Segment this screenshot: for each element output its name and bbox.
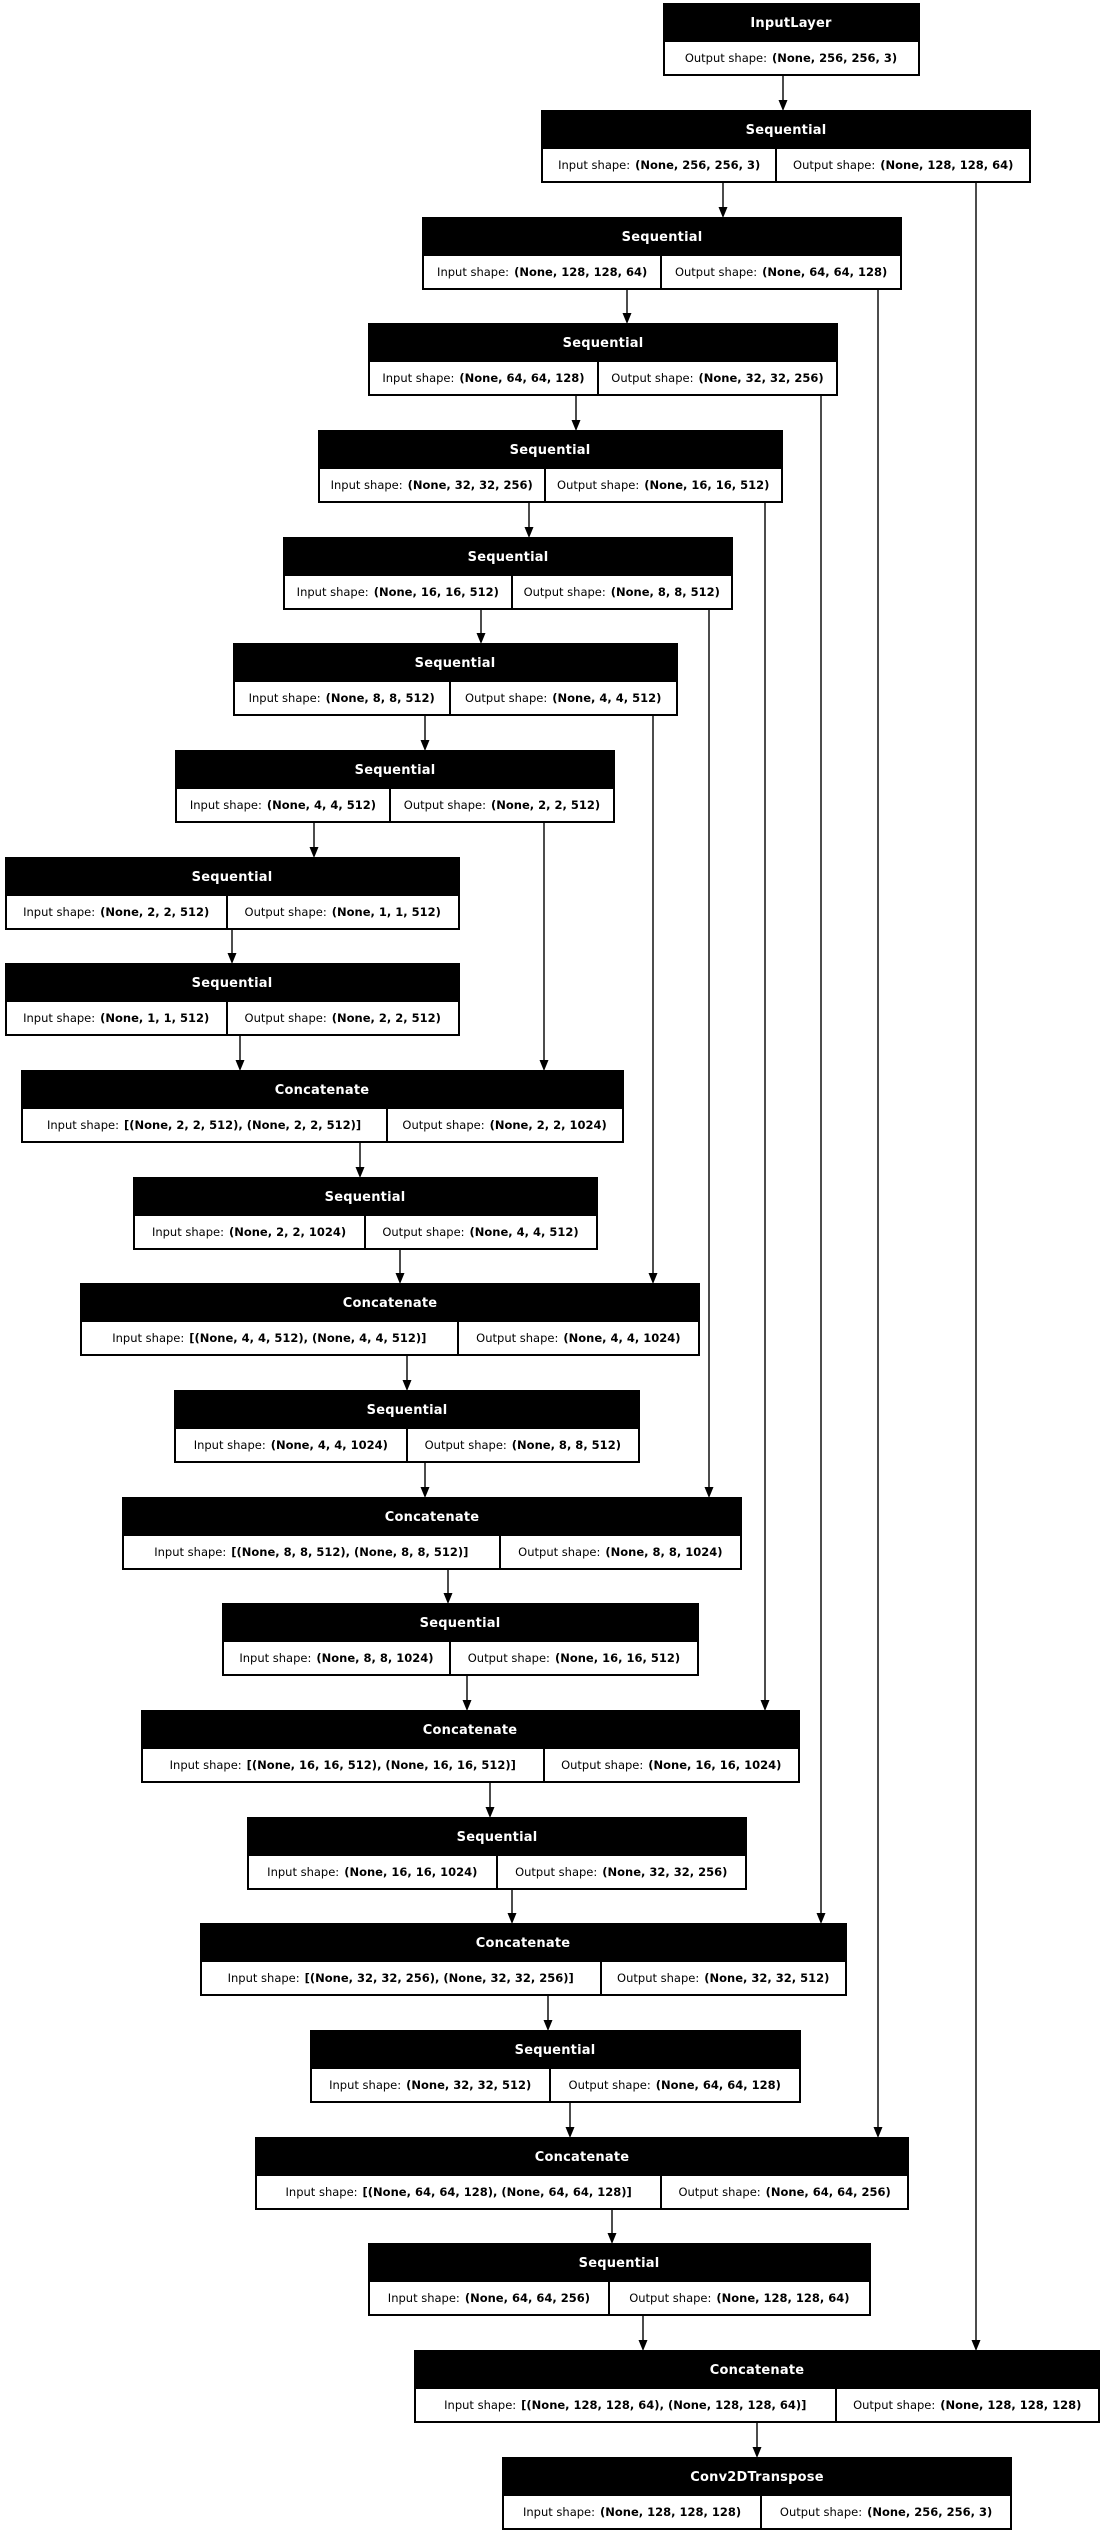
input-shape-value: [(None, 128, 128, 64), (None, 128, 128, 64)] bbox=[521, 2398, 807, 2412]
shape-cells bbox=[416, 2389, 1098, 2421]
input-shape-prefix: Input shape: bbox=[23, 905, 96, 919]
layer-node-sequential-21 bbox=[368, 2243, 871, 2316]
output-shape-prefix: Output shape: bbox=[402, 1118, 485, 1132]
output-shape-value: (None, 128, 128, 64) bbox=[880, 158, 1014, 172]
layer-node-concatenate-14 bbox=[122, 1497, 742, 1570]
output-shape-value: (None, 8, 8, 1024) bbox=[605, 1545, 723, 1559]
layer-node-sequential-6 bbox=[233, 643, 678, 716]
shape-cells bbox=[257, 2176, 907, 2208]
input-shape-cell bbox=[370, 362, 597, 394]
output-shape-cell bbox=[777, 149, 1029, 181]
shape-cells bbox=[23, 1109, 622, 1141]
input-shape-value: (None, 16, 16, 512) bbox=[373, 585, 499, 599]
shape-cells bbox=[543, 149, 1029, 181]
layer-type-label: Concatenate bbox=[82, 1285, 698, 1322]
input-shape-cell bbox=[224, 1642, 450, 1674]
output-shape-value: (None, 2, 2, 512) bbox=[331, 1011, 441, 1025]
input-shape-cell bbox=[370, 2282, 609, 2314]
layer-node-conv2dtranspose-23 bbox=[502, 2457, 1012, 2530]
output-shape-value: (None, 16, 16, 512) bbox=[644, 478, 770, 492]
output-shape-prefix: Output shape: bbox=[611, 371, 694, 385]
output-shape-prefix: Output shape: bbox=[617, 1971, 700, 1985]
input-shape-cell bbox=[424, 256, 660, 288]
layer-node-sequential-13 bbox=[174, 1390, 640, 1463]
input-shape-cell bbox=[543, 149, 775, 181]
input-shape-prefix: Input shape: bbox=[23, 1011, 96, 1025]
layer-type-label: Sequential bbox=[177, 752, 613, 789]
output-shape-value: (None, 1, 1, 512) bbox=[331, 905, 441, 919]
input-shape-value: (None, 4, 4, 512) bbox=[266, 798, 377, 812]
output-shape-prefix: Output shape: bbox=[476, 1331, 559, 1345]
layer-type-label: Sequential bbox=[370, 2245, 869, 2282]
layer-node-sequential-9 bbox=[5, 963, 460, 1036]
output-shape-value: (None, 32, 32, 256) bbox=[698, 371, 824, 385]
shape-cells bbox=[7, 896, 458, 928]
output-shape-prefix: Output shape: bbox=[424, 1438, 507, 1452]
shape-cells bbox=[320, 469, 781, 501]
shape-cells bbox=[504, 2496, 1010, 2528]
shape-cells bbox=[370, 362, 836, 394]
input-shape-cell bbox=[320, 469, 544, 501]
shape-cells bbox=[424, 256, 900, 288]
shape-cells bbox=[82, 1322, 698, 1354]
shape-cells bbox=[143, 1749, 798, 1781]
input-shape-value: [(None, 64, 64, 128), (None, 64, 64, 128)] bbox=[362, 2185, 632, 2199]
output-shape-value: (None, 4, 4, 512) bbox=[552, 691, 662, 705]
input-shape-prefix: Input shape: bbox=[154, 1545, 227, 1559]
input-shape-value: (None, 1, 1, 512) bbox=[100, 1011, 210, 1025]
output-shape-value: (None, 2, 2, 1024) bbox=[489, 1118, 607, 1132]
input-shape-prefix: Input shape: bbox=[558, 158, 631, 172]
output-shape-cell bbox=[837, 2389, 1098, 2421]
output-shape-prefix: Output shape: bbox=[515, 1865, 598, 1879]
input-shape-value: [(None, 16, 16, 512), (None, 16, 16, 512)] bbox=[246, 1758, 516, 1772]
layer-node-sequential-19 bbox=[310, 2030, 801, 2103]
layer-node-concatenate-10 bbox=[21, 1070, 624, 1143]
output-shape-cell bbox=[451, 682, 676, 714]
output-shape-prefix: Output shape: bbox=[518, 1545, 601, 1559]
input-shape-prefix: Input shape: bbox=[151, 1225, 224, 1239]
output-shape-prefix: Output shape: bbox=[793, 158, 876, 172]
input-shape-cell bbox=[23, 1109, 386, 1141]
input-shape-cell bbox=[82, 1322, 457, 1354]
input-shape-cell bbox=[176, 1429, 406, 1461]
input-shape-prefix: Input shape: bbox=[189, 798, 262, 812]
shape-cells bbox=[224, 1642, 697, 1674]
input-shape-cell bbox=[177, 789, 389, 821]
input-shape-cell bbox=[257, 2176, 660, 2208]
output-shape-cell bbox=[451, 1642, 696, 1674]
output-shape-value: (None, 16, 16, 512) bbox=[554, 1651, 681, 1665]
shape-cells bbox=[665, 42, 918, 74]
output-shape-value: (None, 16, 16, 1024) bbox=[648, 1758, 782, 1772]
layer-node-concatenate-18 bbox=[200, 1923, 847, 1996]
input-shape-value: (None, 2, 2, 1024) bbox=[228, 1225, 347, 1239]
output-shape-value: (None, 256, 256, 3) bbox=[772, 51, 898, 65]
shape-cells bbox=[124, 1536, 740, 1568]
shape-cells bbox=[312, 2069, 799, 2101]
output-shape-prefix: Output shape: bbox=[684, 51, 768, 65]
output-shape-prefix: Output shape: bbox=[853, 2398, 936, 2412]
input-shape-value: [(None, 2, 2, 512), (None, 2, 2, 512)] bbox=[123, 1118, 362, 1132]
layer-node-sequential-11 bbox=[133, 1177, 598, 1250]
input-shape-prefix: Input shape: bbox=[437, 265, 510, 279]
shape-cells bbox=[202, 1962, 845, 1994]
output-shape-cell bbox=[498, 1856, 745, 1888]
output-shape-cell bbox=[599, 362, 836, 394]
input-shape-value: (None, 4, 4, 1024) bbox=[270, 1438, 388, 1452]
input-shape-prefix: Input shape: bbox=[169, 1758, 242, 1772]
input-shape-prefix: Input shape: bbox=[444, 2398, 517, 2412]
layer-type-label: Sequential bbox=[235, 645, 676, 682]
input-shape-value: (None, 8, 8, 1024) bbox=[316, 1651, 434, 1665]
input-shape-prefix: Input shape: bbox=[193, 1438, 266, 1452]
output-shape-value: (None, 128, 128, 64) bbox=[716, 2291, 850, 2305]
output-shape-value: (None, 32, 32, 256) bbox=[602, 1865, 728, 1879]
input-shape-prefix: Input shape: bbox=[267, 1865, 340, 1879]
input-shape-value: (None, 256, 256, 3) bbox=[635, 158, 761, 172]
layer-type-label: Sequential bbox=[176, 1392, 638, 1429]
shape-cells bbox=[7, 1002, 458, 1034]
output-shape-value: (None, 8, 8, 512) bbox=[511, 1438, 621, 1452]
layer-type-label: Concatenate bbox=[416, 2352, 1098, 2389]
input-shape-prefix: Input shape: bbox=[46, 1118, 119, 1132]
layer-type-label: Sequential bbox=[370, 325, 836, 362]
layer-type-label: Concatenate bbox=[124, 1499, 740, 1536]
input-shape-value: (None, 16, 16, 1024) bbox=[344, 1865, 478, 1879]
output-shape-cell bbox=[391, 789, 613, 821]
output-shape-prefix: Output shape: bbox=[403, 798, 486, 812]
output-shape-cell bbox=[228, 1002, 458, 1034]
layer-node-concatenate-12 bbox=[80, 1283, 700, 1356]
layer-node-sequential-3 bbox=[368, 323, 838, 396]
layer-type-label: Sequential bbox=[135, 1179, 596, 1216]
output-shape-cell bbox=[513, 576, 731, 608]
output-shape-value: (None, 32, 32, 512) bbox=[704, 1971, 830, 1985]
input-shape-cell bbox=[7, 1002, 226, 1034]
input-shape-cell bbox=[235, 682, 449, 714]
shape-cells bbox=[249, 1856, 745, 1888]
input-shape-value: [(None, 4, 4, 512), (None, 4, 4, 512)] bbox=[189, 1331, 427, 1345]
input-shape-cell bbox=[124, 1536, 499, 1568]
input-shape-prefix: Input shape: bbox=[296, 585, 369, 599]
layer-node-sequential-8 bbox=[5, 857, 460, 930]
layer-node-sequential-15 bbox=[222, 1603, 699, 1676]
output-shape-cell bbox=[662, 2176, 907, 2208]
output-shape-cell bbox=[551, 2069, 799, 2101]
input-shape-cell bbox=[7, 896, 226, 928]
input-shape-prefix: Input shape: bbox=[387, 2291, 460, 2305]
layer-type-label: Concatenate bbox=[23, 1072, 622, 1109]
output-shape-cell bbox=[546, 469, 781, 501]
output-shape-value: (None, 2, 2, 512) bbox=[490, 798, 601, 812]
shape-cells bbox=[177, 789, 613, 821]
layer-type-label: Sequential bbox=[285, 539, 731, 576]
output-shape-prefix: Output shape: bbox=[561, 1758, 644, 1772]
input-shape-value: (None, 128, 128, 128) bbox=[600, 2505, 742, 2519]
layer-type-label: Sequential bbox=[224, 1605, 697, 1642]
layer-type-label: Sequential bbox=[312, 2032, 799, 2069]
input-shape-value: (None, 32, 32, 256) bbox=[407, 478, 533, 492]
output-shape-prefix: Output shape: bbox=[382, 1225, 465, 1239]
input-shape-cell bbox=[143, 1749, 544, 1781]
input-shape-cell bbox=[202, 1962, 600, 1994]
output-shape-cell bbox=[366, 1216, 596, 1248]
output-shape-cell bbox=[388, 1109, 622, 1141]
layer-node-sequential-2 bbox=[422, 217, 902, 290]
output-shape-cell bbox=[762, 2496, 1010, 2528]
layer-type-label: Concatenate bbox=[143, 1712, 798, 1749]
input-shape-prefix: Input shape: bbox=[329, 2078, 402, 2092]
input-shape-prefix: Input shape: bbox=[112, 1331, 185, 1345]
input-shape-value: (None, 128, 128, 64) bbox=[514, 265, 648, 279]
output-shape-prefix: Output shape: bbox=[629, 2291, 712, 2305]
layer-type-label: Sequential bbox=[7, 965, 458, 1002]
input-shape-prefix: Input shape: bbox=[330, 478, 403, 492]
layer-type-label: Sequential bbox=[320, 432, 781, 469]
output-shape-value: (None, 128, 128, 128) bbox=[940, 2398, 1082, 2412]
input-shape-prefix: Input shape: bbox=[285, 2185, 358, 2199]
output-shape-cell bbox=[459, 1322, 698, 1354]
input-shape-value: [(None, 32, 32, 256), (None, 32, 32, 256)] bbox=[304, 1971, 574, 1985]
input-shape-value: (None, 64, 64, 256) bbox=[464, 2291, 590, 2305]
output-shape-prefix: Output shape: bbox=[674, 265, 758, 279]
layer-type-label: Sequential bbox=[543, 112, 1029, 149]
shape-cells bbox=[176, 1429, 638, 1461]
output-shape-cell bbox=[408, 1429, 638, 1461]
input-shape-value: [(None, 8, 8, 512), (None, 8, 8, 512)] bbox=[231, 1545, 469, 1559]
layer-type-label: Sequential bbox=[7, 859, 458, 896]
output-shape-value: (None, 64, 64, 128) bbox=[655, 2078, 781, 2092]
output-shape-cell bbox=[228, 896, 458, 928]
input-shape-cell bbox=[285, 576, 511, 608]
layer-type-label: Concatenate bbox=[257, 2139, 907, 2176]
output-shape-prefix: Output shape: bbox=[523, 585, 606, 599]
input-shape-value: (None, 2, 2, 512) bbox=[100, 905, 210, 919]
input-shape-prefix: Input shape: bbox=[248, 691, 321, 705]
input-shape-cell bbox=[416, 2389, 835, 2421]
layer-node-sequential-5 bbox=[283, 537, 733, 610]
input-shape-value: (None, 8, 8, 512) bbox=[325, 691, 435, 705]
input-shape-cell bbox=[504, 2496, 760, 2528]
shape-cells bbox=[370, 2282, 869, 2314]
output-shape-prefix: Output shape: bbox=[244, 905, 327, 919]
layer-type-label: Sequential bbox=[424, 219, 900, 256]
input-shape-value: (None, 64, 64, 128) bbox=[459, 371, 585, 385]
output-shape-cell bbox=[602, 1962, 845, 1994]
output-shape-value: (None, 8, 8, 512) bbox=[610, 585, 720, 599]
output-shape-value: (None, 64, 64, 256) bbox=[765, 2185, 891, 2199]
output-shape-value: (None, 64, 64, 128) bbox=[762, 265, 888, 279]
output-shape-value: (None, 4, 4, 1024) bbox=[563, 1331, 681, 1345]
output-shape-prefix: Output shape: bbox=[244, 1011, 327, 1025]
layer-type-label: Sequential bbox=[249, 1819, 745, 1856]
input-shape-prefix: Input shape: bbox=[227, 1971, 300, 1985]
input-shape-prefix: Input shape: bbox=[239, 1651, 312, 1665]
input-shape-prefix: Input shape: bbox=[382, 371, 455, 385]
layer-node-sequential-1 bbox=[541, 110, 1031, 183]
input-shape-prefix: Input shape: bbox=[522, 2505, 595, 2519]
layer-node-sequential-7 bbox=[175, 750, 615, 823]
shape-cells bbox=[285, 576, 731, 608]
output-shape-prefix: Output shape: bbox=[568, 2078, 651, 2092]
output-shape-cell bbox=[665, 42, 918, 74]
input-shape-value: (None, 32, 32, 512) bbox=[406, 2078, 532, 2092]
output-shape-cell bbox=[610, 2282, 868, 2314]
output-shape-value: (None, 256, 256, 3) bbox=[867, 2505, 993, 2519]
layer-node-concatenate-22 bbox=[414, 2350, 1100, 2423]
input-shape-cell bbox=[249, 1856, 496, 1888]
output-shape-prefix: Output shape: bbox=[779, 2505, 863, 2519]
layer-node-sequential-4 bbox=[318, 430, 783, 503]
output-shape-prefix: Output shape: bbox=[467, 1651, 550, 1665]
layer-type-label: Concatenate bbox=[202, 1925, 845, 1962]
layer-type-label: Conv2DTranspose bbox=[504, 2459, 1010, 2496]
layer-type-label: InputLayer bbox=[665, 5, 918, 42]
layer-node-sequential-17 bbox=[247, 1817, 747, 1890]
input-shape-cell bbox=[135, 1216, 364, 1248]
output-shape-value: (None, 4, 4, 512) bbox=[469, 1225, 579, 1239]
output-shape-cell bbox=[545, 1749, 797, 1781]
shape-cells bbox=[135, 1216, 596, 1248]
input-shape-cell bbox=[312, 2069, 549, 2101]
output-shape-prefix: Output shape: bbox=[465, 691, 548, 705]
output-shape-cell bbox=[662, 256, 900, 288]
output-shape-prefix: Output shape: bbox=[678, 2185, 761, 2199]
shape-cells bbox=[235, 682, 676, 714]
output-shape-cell bbox=[501, 1536, 740, 1568]
layer-node-concatenate-20 bbox=[255, 2137, 909, 2210]
layer-node-inputlayer-0 bbox=[663, 3, 920, 76]
output-shape-prefix: Output shape: bbox=[557, 478, 640, 492]
layer-node-concatenate-16 bbox=[141, 1710, 800, 1783]
